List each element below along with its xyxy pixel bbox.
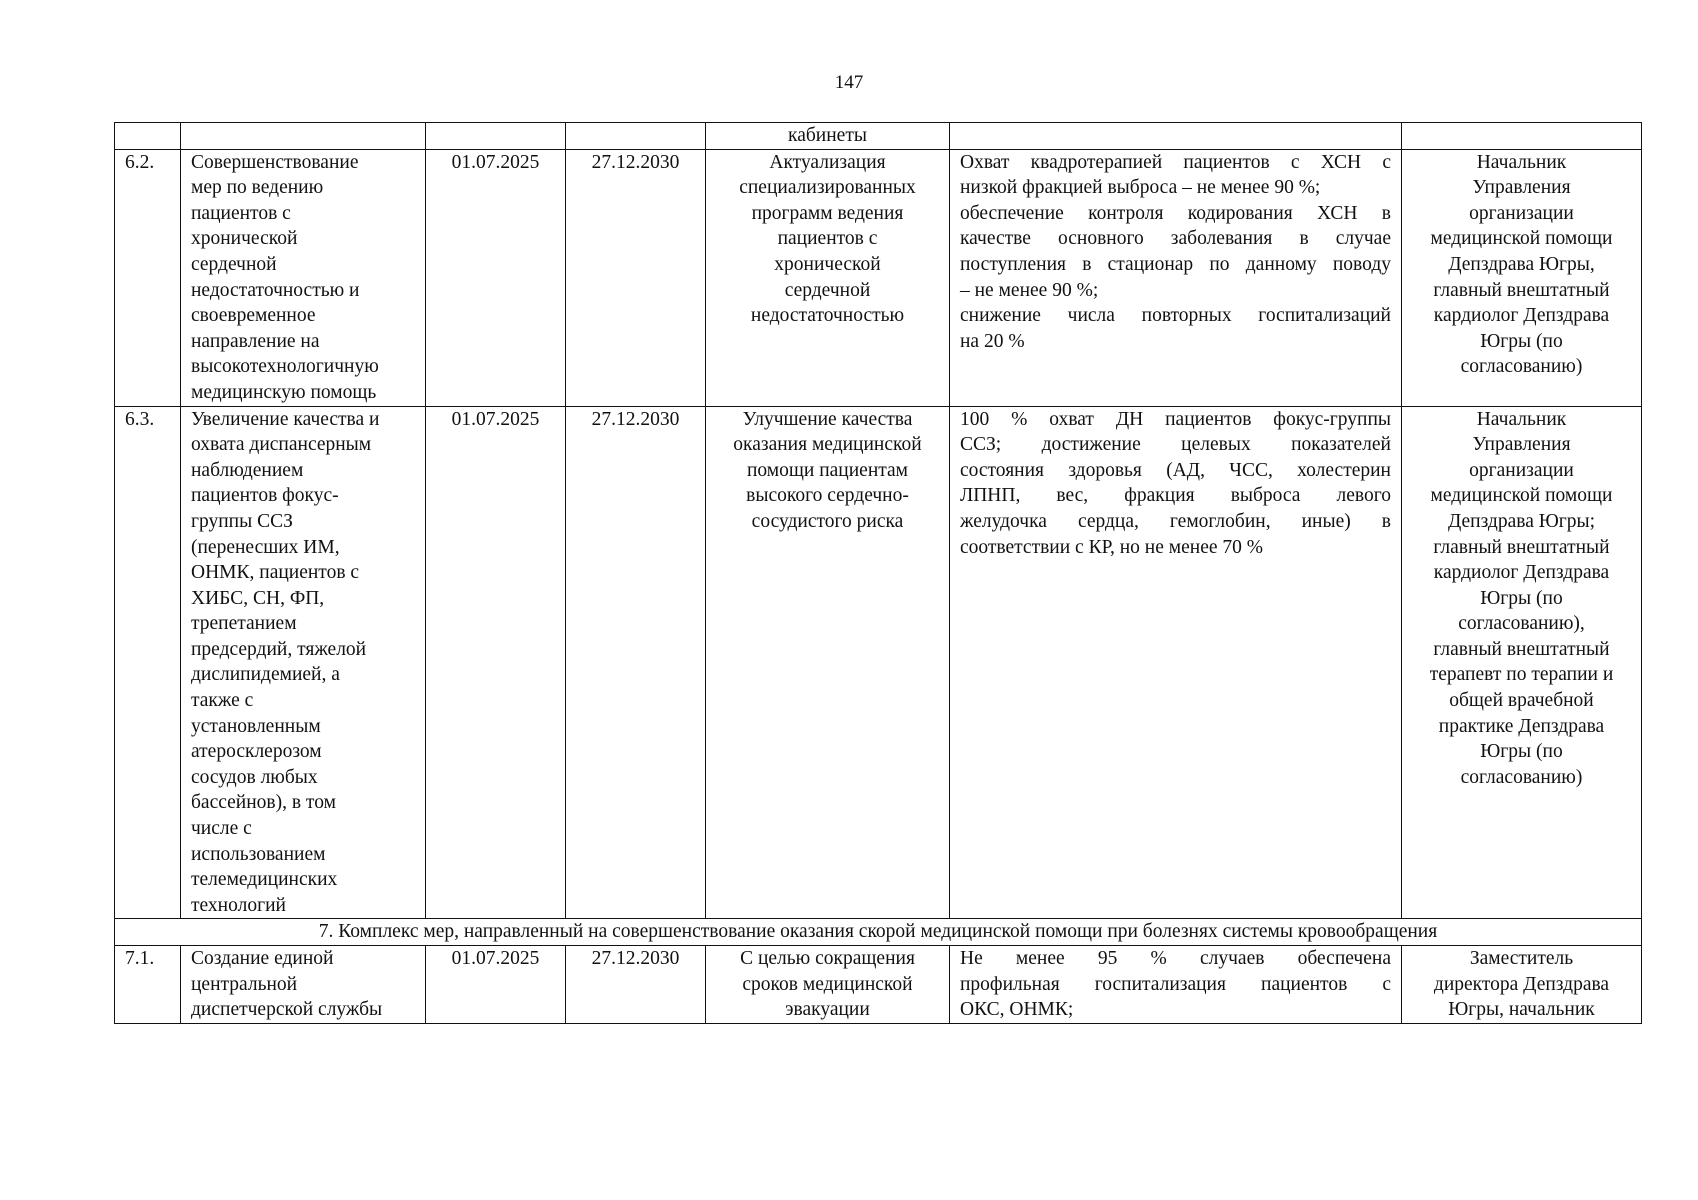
text-line: сосудов любых [191, 766, 318, 788]
text-line: ЛПНП, вес, фракция выброса левого [960, 485, 1391, 507]
indicator [950, 149, 1402, 406]
text-line: ОНМК, пациентов с [191, 562, 360, 584]
text-line: эвакуации [785, 999, 870, 1021]
text-line: центральной [191, 973, 298, 995]
section-title: 7. Комплекс мер, направленный на совершенствование оказания скорой медицинской помощи при болезнях системы кровообращения [115, 919, 1642, 946]
responsible [1402, 149, 1642, 406]
text-line: согласованию) [1460, 356, 1583, 378]
responsible [1402, 946, 1642, 1024]
indicator [950, 946, 1402, 1024]
cell-name [181, 123, 426, 150]
text-line: медицинской помощи [1430, 485, 1613, 507]
text-line: медицинской помощи [1430, 228, 1613, 250]
cell-end [566, 123, 706, 150]
measure-name [181, 149, 426, 406]
text-line: высокого сердечно- [746, 485, 909, 507]
text-line: недостаточностью [750, 305, 905, 327]
table-row [115, 946, 1642, 1024]
text-line: высокотехнологичную [191, 356, 379, 378]
text-line: состояния здоровья (АД, ЧСС, холестерин [960, 459, 1391, 481]
text-line: Увеличение качества и [191, 408, 380, 430]
text-line: трепетанием [191, 613, 297, 635]
text-line: специализированных [739, 177, 916, 199]
start-date: 01.07.2025 [426, 946, 566, 1024]
cell-result [706, 123, 950, 150]
text-line: программ ведения [751, 202, 904, 224]
text-line: снижение числа повторных госпитализаций [960, 305, 1391, 327]
text-line: Депздрава Югры; [1447, 510, 1596, 532]
expected-result [706, 149, 950, 406]
text-line: использованием [191, 843, 326, 865]
text-line: Управления [1472, 177, 1571, 199]
text-line: Югры (по [1480, 741, 1563, 763]
text-line: согласованию), [1458, 613, 1585, 635]
text-line: низкой фракцией выброса – не менее 90 %; [960, 177, 1321, 199]
text-line: (перенесших ИМ, [191, 536, 340, 558]
text-line: на 20 % [960, 330, 1025, 352]
expected-result [706, 406, 950, 919]
text-line: профильная госпитализация пациентов с [960, 973, 1391, 995]
text-line: сосудистого риска [751, 510, 904, 532]
page-number: 147 [834, 72, 864, 93]
text-line: Охват квадротерапией пациентов с ХСН с [960, 151, 1391, 173]
text-line: 100 % охват ДН пациентов фокус-группы [960, 408, 1391, 430]
text-line: Совершенствование [191, 151, 359, 173]
text-line: атеросклерозом [191, 741, 322, 763]
text-line: поступления в стационар по данному поводу [960, 253, 1391, 275]
text-line: группы ССЗ [191, 510, 293, 532]
row-number: 7.1. [115, 946, 181, 1024]
text-line: Заместитель [1469, 948, 1574, 969]
text-line: желудочка сердца, гемоглобин, иные) в [960, 510, 1391, 532]
text-line: главный внештатный [1433, 638, 1610, 660]
measure-name [181, 946, 426, 1024]
cell-indicator [950, 123, 1402, 150]
text-line: сроков медицинской [742, 973, 913, 995]
measure-name [181, 406, 426, 919]
text-line: Улучшение качества [742, 408, 913, 430]
text-line: Актуализация [769, 151, 886, 173]
text-line: главный внештатный [1433, 536, 1610, 558]
text-line: директора Депздрава [1433, 973, 1610, 995]
expected-result [706, 946, 950, 1024]
responsible [1402, 406, 1642, 919]
text-line: пациентов с [191, 202, 291, 224]
table-row [115, 406, 1642, 919]
text-line: также с [191, 690, 254, 712]
cell-start [426, 123, 566, 150]
text-line: пациентов с [777, 228, 878, 250]
text-line: Югры (по [1480, 330, 1563, 352]
text-line: мер по ведению [191, 177, 324, 199]
text-line: обеспечение контроля кодирования ХСН в [960, 202, 1391, 224]
text-line: организации [1469, 459, 1574, 481]
end-date: 27.12.2030 [566, 149, 706, 406]
text-line: ССЗ; достижение целевых показателей [960, 434, 1391, 456]
text-line: установленным [191, 715, 321, 737]
cell-responsible [1402, 123, 1642, 150]
measures-table [114, 122, 1642, 1024]
section-row [115, 919, 1642, 946]
text-line: диспетчерской службы [191, 999, 383, 1021]
text-line: ОКС, ОНМК; [960, 999, 1074, 1021]
indicator [950, 406, 1402, 919]
text-line: числе с [191, 818, 252, 840]
text-line: недостаточностью и [191, 279, 360, 301]
text-line: общей врачебной [1449, 690, 1594, 712]
text-line: предсердий, тяжелой [191, 638, 367, 660]
text-line: охвата диспансерным [191, 434, 372, 456]
cell-num [115, 123, 181, 150]
continuation-row [115, 123, 1642, 150]
text-line: телемедицинских [191, 869, 338, 891]
text-line: Создание единой [191, 948, 334, 969]
text-line: хронической [191, 228, 298, 250]
text-line: С целью сокращения [740, 948, 915, 969]
text-line: Не менее 95 % случаев обеспечена [960, 948, 1391, 969]
text-line: Югры (по [1480, 587, 1563, 609]
text-line: кардиолог Депздрава [1433, 562, 1610, 584]
text-line: соответствии с КР, но не менее 70 % [960, 536, 1264, 558]
result-text: кабинеты [788, 125, 867, 146]
text-line: качестве основного заболевания в случае [960, 228, 1391, 250]
row-number: 6.3. [115, 406, 181, 919]
text-line: технологий [191, 894, 286, 916]
text-line: помощи пациентам [746, 459, 909, 481]
text-line: медицинскую помощь [191, 381, 377, 403]
text-line: кардиолог Депздрава [1433, 305, 1610, 327]
text-line: практике Депздрава [1438, 715, 1605, 737]
text-line: сердечной [784, 279, 871, 301]
text-line: наблюдением [191, 459, 304, 481]
text-line: Депздрава Югры, [1448, 253, 1595, 275]
table-row [115, 149, 1642, 406]
text-line: главный внештатный [1433, 279, 1610, 301]
text-line: Начальник [1476, 151, 1567, 173]
text-line: бассейнов), в том [191, 792, 336, 814]
text-line: – не менее 90 %; [960, 279, 1099, 301]
text-line: Начальник [1476, 408, 1567, 430]
text-line: организации [1469, 202, 1574, 224]
text-line: терапевт по терапии и [1429, 664, 1614, 686]
text-line: пациентов фокус- [191, 485, 339, 507]
start-date: 01.07.2025 [426, 149, 566, 406]
text-line: ХИБС, СН, ФП, [191, 587, 325, 609]
text-line: согласованию) [1460, 766, 1583, 788]
text-line: направление на [191, 330, 320, 352]
text-line: хронической [774, 253, 881, 275]
end-date: 27.12.2030 [566, 946, 706, 1024]
text-line: оказания медицинской [733, 434, 922, 456]
end-date: 27.12.2030 [566, 406, 706, 919]
start-date: 01.07.2025 [426, 406, 566, 919]
row-number: 6.2. [115, 149, 181, 406]
text-line: Управления [1472, 434, 1571, 456]
text-line: Югры, начальник [1448, 999, 1595, 1021]
text-line: своевременное [191, 305, 316, 327]
text-line: сердечной [191, 253, 277, 275]
text-line: дислипидемией, а [191, 664, 340, 686]
